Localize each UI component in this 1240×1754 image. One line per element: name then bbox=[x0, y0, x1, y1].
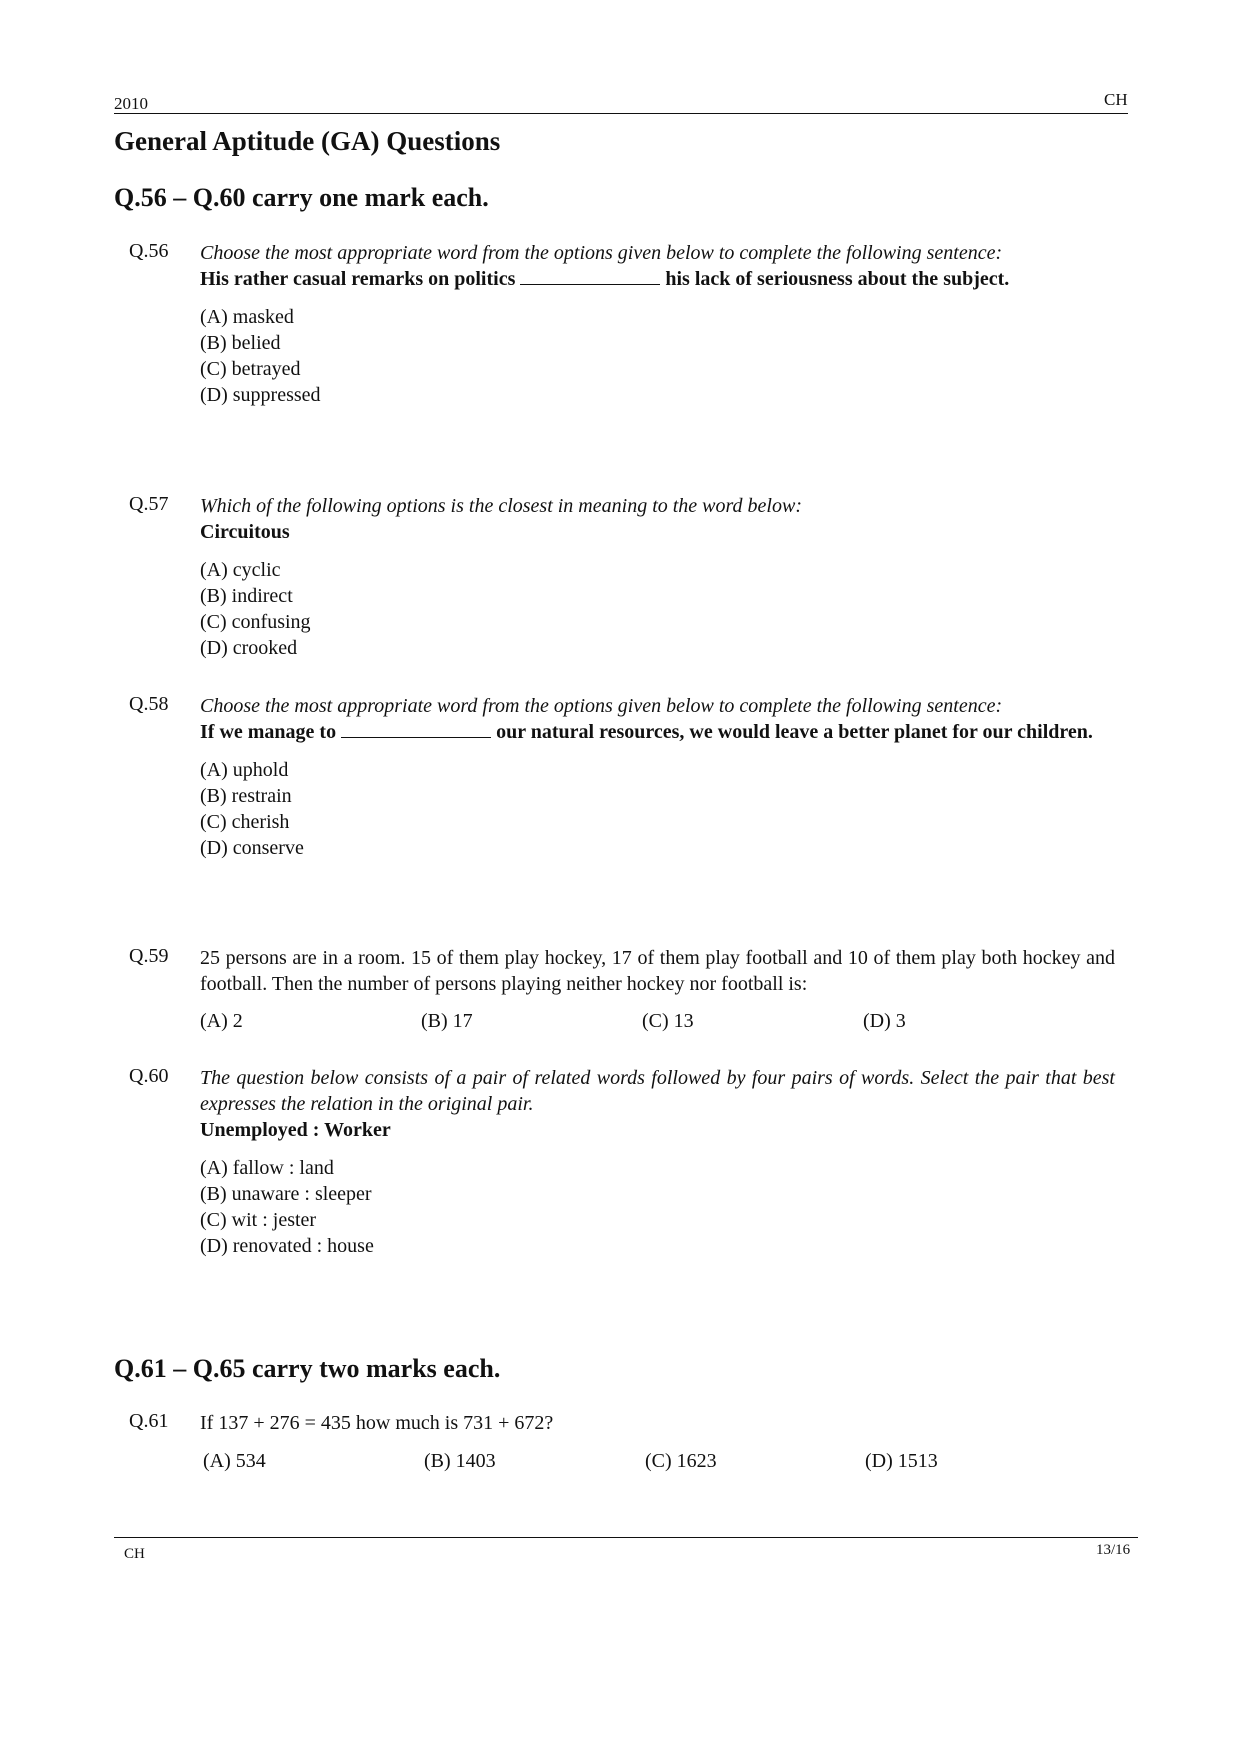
option: (B) 17 bbox=[421, 1010, 473, 1032]
option: (C) cherish bbox=[200, 811, 290, 833]
option: (B) restrain bbox=[200, 785, 292, 807]
option: (C) 13 bbox=[642, 1010, 694, 1032]
question-56-instruction: Choose the most appropriate word from the options given below to complete the following sentence: bbox=[200, 242, 1003, 264]
question-number-59: Q.59 bbox=[129, 945, 169, 967]
question-57-options bbox=[200, 557, 1115, 661]
option: (B) 1403 bbox=[424, 1450, 496, 1472]
option: (A) fallow : land bbox=[200, 1157, 334, 1179]
question-60 bbox=[200, 1065, 1115, 1259]
question-number-60: Q.60 bbox=[129, 1065, 169, 1087]
question-61-text: If 137 + 276 = 435 how much is 731 + 672? bbox=[200, 1412, 554, 1434]
question-60-instruction: The question below consists of a pair of related words followed by four pairs of words. Select the pair that best expresses the relation in the original pair. bbox=[200, 1067, 1115, 1115]
header-rule bbox=[114, 113, 1128, 114]
option: (A) cyclic bbox=[200, 559, 281, 581]
option: (C) 1623 bbox=[645, 1450, 717, 1472]
question-56-stem-part-a: His rather casual remarks on politics bbox=[200, 268, 516, 290]
option: (B) unaware : sleeper bbox=[200, 1183, 372, 1205]
option: (C) betrayed bbox=[200, 358, 301, 380]
question-60-pair: Unemployed : Worker bbox=[200, 1119, 391, 1141]
question-61 bbox=[200, 1410, 1115, 1436]
question-58-instruction: Choose the most appropriate word from the options given below to complete the following sentence: bbox=[200, 695, 1003, 717]
section-heading-two-marks: Q.61 – Q.65 carry two marks each. bbox=[114, 1354, 501, 1383]
option: (D) crooked bbox=[200, 637, 298, 659]
option: (A) masked bbox=[200, 306, 294, 328]
question-number-57: Q.57 bbox=[129, 493, 169, 515]
option: (B) belied bbox=[200, 332, 281, 354]
question-58 bbox=[200, 693, 1115, 861]
question-58-stem-part-b: our natural resources, we would leave a better planet for our children. bbox=[496, 721, 1093, 743]
question-58-options bbox=[200, 757, 1115, 861]
option: (C) confusing bbox=[200, 611, 311, 633]
option: (A) 2 bbox=[200, 1010, 243, 1032]
page-title: General Aptitude (GA) Questions bbox=[114, 126, 501, 156]
option: (D) suppressed bbox=[200, 384, 321, 406]
option: (A) uphold bbox=[200, 759, 289, 781]
question-57-word: Circuitous bbox=[200, 521, 290, 543]
question-56 bbox=[200, 240, 1115, 408]
question-56-blank bbox=[520, 280, 660, 285]
footer-rule bbox=[114, 1537, 1138, 1538]
question-57 bbox=[200, 493, 1115, 661]
option: (D) 1513 bbox=[865, 1450, 938, 1472]
header-paper-code: CH bbox=[1104, 90, 1128, 109]
footer-page-number: 13/16 bbox=[1096, 1542, 1131, 1558]
question-59-text: 25 persons are in a room. 15 of them play hockey, 17 of them play football and 10 of them play both hockey and football. Then the number of persons playing neither hockey nor football is: bbox=[200, 947, 1115, 995]
question-number-61: Q.61 bbox=[129, 1410, 169, 1432]
option: (D) renovated : house bbox=[200, 1235, 374, 1257]
option: (C) wit : jester bbox=[200, 1209, 317, 1231]
question-58-blank bbox=[341, 733, 491, 738]
question-60-options bbox=[200, 1155, 1115, 1259]
option: (D) 3 bbox=[863, 1010, 906, 1032]
option: (D) conserve bbox=[200, 837, 304, 859]
question-58-stem-part-a: If we manage to bbox=[200, 721, 337, 743]
option: (B) indirect bbox=[200, 585, 293, 607]
section-heading-one-mark: Q.56 – Q.60 carry one mark each. bbox=[114, 183, 489, 212]
option: (A) 534 bbox=[203, 1450, 266, 1472]
question-number-58: Q.58 bbox=[129, 693, 169, 715]
question-58-stem bbox=[200, 719, 1115, 745]
question-57-instruction: Which of the following options is the closest in meaning to the word below: bbox=[200, 495, 802, 517]
question-56-stem bbox=[200, 266, 1115, 292]
question-59 bbox=[200, 945, 1115, 997]
footer-paper-code: CH bbox=[124, 1546, 145, 1562]
header-year: 2010 bbox=[114, 94, 148, 113]
question-56-stem-part-b: his lack of seriousness about the subject. bbox=[665, 268, 1010, 290]
question-56-options bbox=[200, 304, 1115, 408]
question-number-56: Q.56 bbox=[129, 240, 169, 262]
